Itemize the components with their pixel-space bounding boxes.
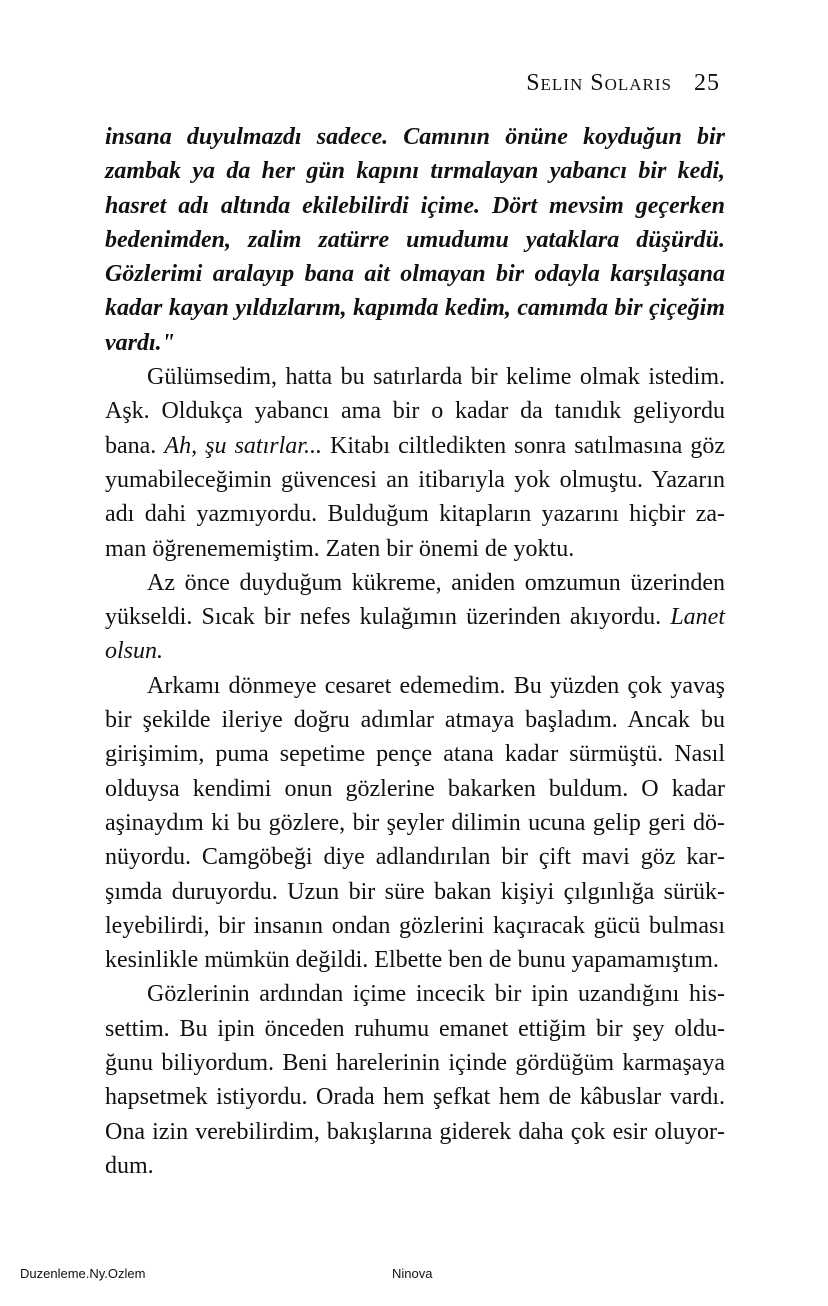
paragraph-text: Az önce duyduğum kükreme, aniden omzumun üzerinden yükseldi. Sıcak bir nefes kulağımın üzerinden akıyordu.	[105, 569, 725, 631]
italic-phrase: Lanet olsun.	[105, 604, 725, 665]
page-number: 25	[694, 70, 720, 96]
page-body	[105, 120, 725, 1183]
italic-phrase: Ah, şu satırlar...	[164, 432, 322, 459]
paragraph: Gözlerinin ardından içime incecik bir ipin uzandığını hissettim. Bu ipin önceden ruhumu emanet ettiğim bir şey olduğunu biliyordum. Beni harelerinin içinde gördüğüm karmaşaya hapsetmek istiyordu. Orada hem şefkat hem de kâbuslar vardı. Ona izin verebilirdim, bakışlarına giderek daha çok esir oluyordum.	[105, 981, 725, 1179]
paragraph: Arkamı dönmeye cesaret edemedim. Bu yüzden çok yavaş bir şekilde ileriye doğru adımlar atmaya başladım. Ancak bu girişimim, puma sepetime pençe atana kadar sürmüştü. Nasıl olduysa kendimi onun gözlerine bakarken buldum. O kadar aşinaydım ki bu gözlere, bir şeyler dilimin ucuna gelip geri dönüyordu. Camgöbeği diye adlandırılan bir çift mavi göz karşımda duruyordu. Uzun bir süre bakan kişiyi çılgınlığa sürükleyebilirdi, bir insanın ondan gözlerini kaçıracak gücü bulması kesinlikle mümkün değildi. Elbette ben de bunu yapamamıştım.	[105, 672, 725, 974]
book-title: Selin Solaris	[526, 70, 672, 96]
paragraph	[105, 360, 725, 566]
paragraph-text: Gülümsedim, hatta bu satırlarda bir kelime olmak istedim. Aşk. Oldukça yabancı ama bir o kadar da tanıdık geliyordu bana.	[105, 364, 725, 459]
italic-quote-paragraph: insana duyulmazdı sadece. Camının önüne koyduğun bir zambak ya da her gün kapını tırmalayan yabancı bir kedi, hasret adı altında ekilebilirdi içime. Dört mevsim geçerken bedenimden, zalim zatürre umudumu yataklara düşürdü. Gözlerimi aralayıp bana ait olmayan bir odayla karşılaşana kadar kayan yıldızlarım, kapımda kedim, camımda bir çiçeğim vardı."	[105, 124, 725, 356]
running-header	[526, 70, 720, 97]
paragraph	[105, 566, 725, 669]
paragraph-text: Kitabı ciltledikten sonra satılmasına göz yumabileceğimin güvencesi an itibarıyla yok olmuştu. Yazarın adı dahi yazmıyordu. Bulduğum kitapların yazarını hiçbir zaman öğrenememiştim. Zaten bir önemi de yoktu.	[105, 432, 725, 562]
footer-credit: Duzenleme.Ny.Ozlem	[20, 1266, 146, 1281]
footer-publisher: Ninova	[392, 1266, 433, 1281]
